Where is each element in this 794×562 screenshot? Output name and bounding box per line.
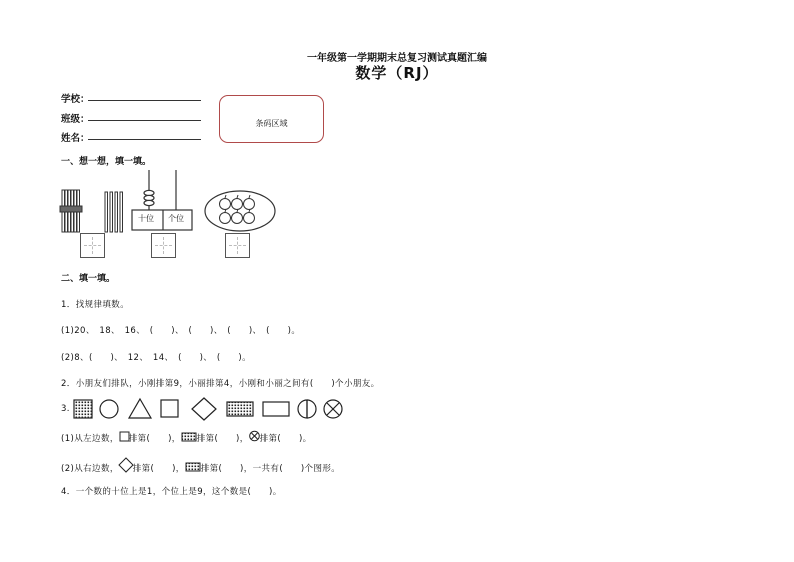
class-label: 班级： xyxy=(61,114,90,125)
dotted-square-icon xyxy=(74,400,92,418)
dotted-rectangle-icon xyxy=(181,432,197,442)
question-1: 1．找规律填数。 xyxy=(61,300,130,310)
half-circle-icon xyxy=(298,400,307,418)
circle-icon xyxy=(100,400,118,418)
q3a-part1: 排第( )， xyxy=(128,434,181,444)
school-label: 学校： xyxy=(61,94,90,105)
diamond-icon xyxy=(192,398,216,420)
name-line[interactable] xyxy=(88,139,201,140)
school-line[interactable] xyxy=(88,100,201,101)
q3a-part3: 排第( )。 xyxy=(259,434,312,444)
apples-figure xyxy=(204,190,276,232)
abacus-tens-label: 十位 xyxy=(138,214,154,223)
square-icon xyxy=(161,400,178,417)
answer-box-sticks[interactable] xyxy=(80,233,105,258)
q3b-part2: 排第( )，一共有( )个图形。 xyxy=(200,464,341,474)
answer-box-abacus[interactable] xyxy=(151,233,176,258)
q3b-prefix: (2)从右边数， xyxy=(61,464,119,474)
rectangle-icon xyxy=(263,402,289,416)
dotted-rectangle-icon xyxy=(185,462,201,472)
question-1-part2: (2)8、( )、 12、 14、 ( )、 ( )。 xyxy=(61,353,251,363)
shapes-row xyxy=(72,398,352,420)
question-1-part1: (1)20、 18、 16、 ( )、 ( )、 ( )、 ( )。 xyxy=(61,326,301,336)
crossed-circle-icon xyxy=(249,431,260,442)
question-2: 2．小朋友们排队，小刚排第9，小丽排第4，小刚和小丽之间有( )个小朋友。 xyxy=(61,379,380,389)
question-4: 4．一个数的十位上是1，个位上是9，这个数是( )。 xyxy=(61,487,282,497)
sticks-figure xyxy=(58,188,124,234)
q3a-part2: 排第( )， xyxy=(196,434,249,444)
class-line[interactable] xyxy=(88,120,201,121)
abacus-figure xyxy=(131,168,193,234)
section2-title: 二、填一填。 xyxy=(61,274,116,284)
barcode-label: 条码区域 xyxy=(255,119,288,128)
q3a-prefix: (1)从左边数， xyxy=(61,434,119,444)
dotted-rectangle-icon xyxy=(227,402,253,416)
section1-title: 一、想一想，填一填。 xyxy=(61,157,152,167)
question-3-number: 3. xyxy=(61,404,70,414)
name-label: 姓名： xyxy=(61,133,90,144)
document-title: 一年级第一学期期末总复习测试真题汇编 xyxy=(307,53,487,64)
square-icon xyxy=(119,432,129,442)
question-3-part1 xyxy=(61,431,312,444)
question-3-part2 xyxy=(61,458,340,474)
document-subtitle: 数学（RJ） xyxy=(355,64,439,82)
barcode-area xyxy=(219,95,324,143)
q3b-part1: 排第( )， xyxy=(132,464,185,474)
abacus-ones-label: 个位 xyxy=(168,214,184,223)
answer-box-apples[interactable] xyxy=(225,233,250,258)
triangle-icon xyxy=(129,399,151,418)
diamond-icon xyxy=(119,458,133,472)
